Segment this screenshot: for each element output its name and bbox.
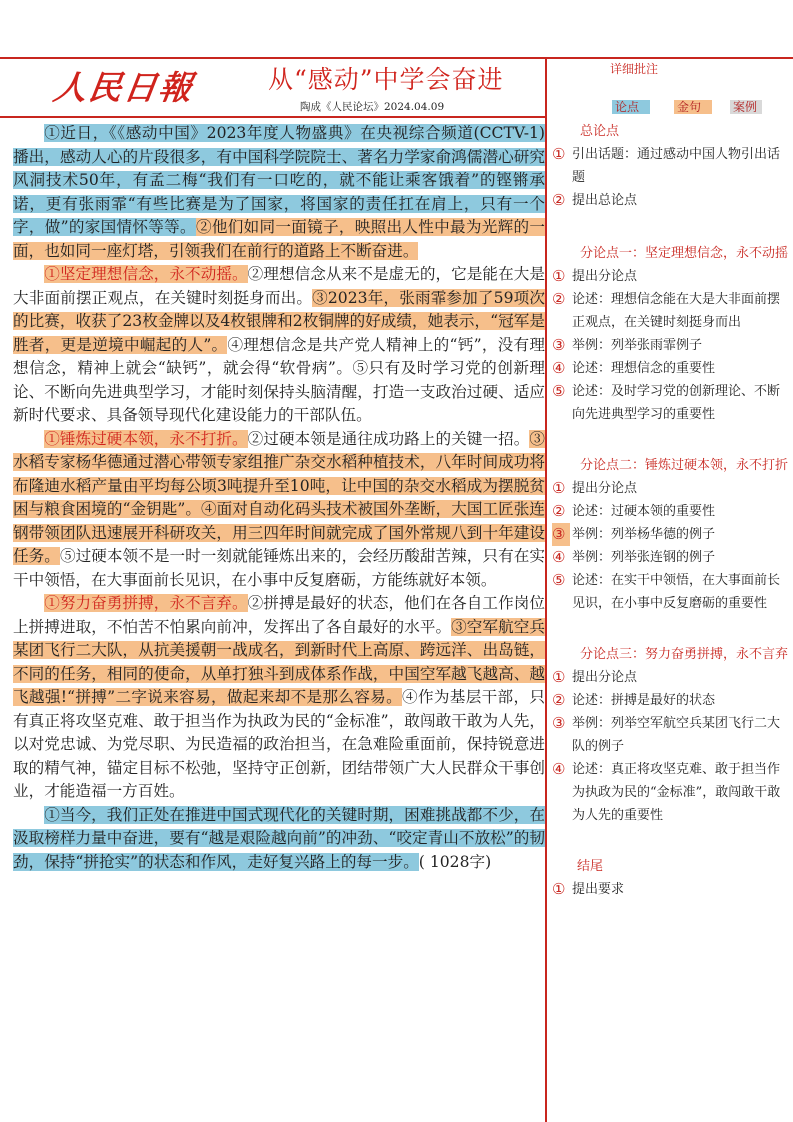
outline-section	[552, 454, 788, 615]
case-highlight: ③水稻专家杨华德通过潜心带领专家组推广杂交水稻种植技术，八年时间成功将布隆迪水稻产量由平均每公顷3吨提升至10吨，让中国的杂交水稻成为摆脱贫困与粮食困境的“金钥匙”。④面对自动化码头技术被国外垄断，大国工匠张连钢带领团队迅速展开科研攻关，用三四年时间就完成了国外常规八到十年建设任务。	[13, 429, 545, 565]
item-number: ③	[552, 714, 566, 732]
item-text: 论述：理想信念能在大是大非面前摆正观点，在关键时刻挺身而出	[572, 292, 781, 330]
logo-renmin-ribao: 人民日報	[50, 68, 197, 107]
outline-item	[552, 689, 788, 712]
legend-quote: 金句	[674, 100, 712, 114]
outline-item	[552, 712, 788, 758]
section-heading: 分论点三：努力奋勇拼搏，永不言弃	[580, 647, 789, 662]
outline-section	[552, 120, 788, 212]
sentence: ④理想信念是共产党人精神上的“钙”，没有理想信念，精神上就会“缺钙”，就会得“软骨病”。⑤只有及时学习党的创新理论、不断向先进典型学习，才能时刻保持头脑清醒，打造一支政治过硬、适应新时代要求、具备领导现代化建设能力的干部队伍。	[13, 335, 545, 424]
page-title: 从“感动”中学会奋进	[268, 65, 504, 94]
paragraph-point-2	[13, 428, 545, 593]
sentence: ②过硬本领是通往成功路上的关键一招。	[247, 429, 530, 448]
outline-item	[552, 546, 788, 569]
sentence: ②拼搏是最好的状态，他们在各自工作岗位上拼搏进取，不怕苦不怕累向前冲，发挥出了各自最好的水平。	[13, 594, 545, 636]
outline-section	[552, 643, 788, 827]
item-number: ②	[552, 290, 566, 308]
outline-item	[552, 334, 788, 357]
item-text: 举例：列举空军航空兵某团飞行二大队的例子	[572, 716, 781, 754]
header-rule	[0, 116, 545, 118]
sentence: ②理想信念从来不是虚无的，它是能在大是大非面前摆正观点，在关键时刻挺身而出。	[13, 265, 545, 307]
argument-highlight: ①当今，我们正处在推进中国式现代化的关键时期，困难挑战都不少，在汲取榜样力量中奋进，要有“越是艰险越向前”的冲劲、“咬定青山不放松”的韧劲，保持“拼抢实”的状态和作风，走好复兴路上的每一步。	[13, 805, 545, 871]
sentence: ⑤过硬本领不是一时一刻就能锤炼出来的，会经历酸甜苦辣，只有在实干中领悟，在大事面前长见识，在小事中反复磨砺，方能练就好本领。	[13, 547, 545, 589]
section-heading: 结尾	[577, 859, 604, 874]
outline-item	[552, 569, 788, 615]
outline-item	[552, 758, 788, 827]
quote-highlight: ②他们如同一面镜子，映照出人性中最为光辉的一面，也如同一座灯塔，引领我们在前行的道路上不断奋进。	[13, 218, 545, 260]
item-number: ①	[552, 880, 566, 898]
column-divider	[545, 57, 547, 1122]
legend-argument: 论点	[612, 100, 650, 114]
outline-item	[552, 500, 788, 523]
item-text: 举例：列举张连钢的例子	[572, 550, 716, 565]
paragraph-point-1	[13, 263, 545, 428]
item-text: 论述：过硬本领的重要性	[572, 504, 716, 519]
outline-item	[552, 523, 788, 546]
subpoint-highlight: ①坚定理想信念，永不动摇。	[44, 265, 248, 283]
subpoint-highlight: ①努力奋勇拼搏，永不言弃。	[44, 594, 248, 612]
outline-item	[552, 189, 788, 212]
item-text: 提出总论点	[572, 193, 638, 208]
outline-panel	[552, 120, 788, 901]
item-number: ①	[552, 668, 566, 686]
item-number: ⑤	[552, 382, 566, 400]
item-text: 论述：拼搏是最好的状态	[572, 693, 716, 708]
item-number: ④	[552, 359, 566, 377]
word-count: ( 1028字)	[418, 852, 492, 871]
item-number: ②	[552, 691, 566, 709]
item-text: 提出分论点	[572, 670, 638, 685]
argument-highlight: ①近日，《《感动中国》2023年度人物盛典》在央视综合频道(CCTV-1) 播出，感动人心的片段很多，有中国科学院院士、著名力学家俞鸿儒潜心研究风洞技术50年，有孟二梅“我们有一口吃的，就不能让乘客饿着”的铿锵承诺，更有张雨霏“有些比赛是为了国家，将国家的责任扛在肩上，只有一个字，做”的家国情怀等等。	[13, 124, 545, 236]
item-number: ④	[552, 548, 566, 566]
item-text: 提出分论点	[572, 481, 638, 496]
subpoint-highlight: ①锤炼过硬本领，永不打折。	[44, 429, 248, 448]
item-number: ①	[552, 267, 566, 285]
item-text: 提出要求	[572, 882, 625, 897]
section-heading: 分论点一：坚定理想信念，永不动摇	[580, 246, 789, 261]
byline: 陶成《人民论坛》2024.04.09	[300, 101, 445, 113]
item-number: ③	[552, 523, 570, 546]
outline-item	[552, 878, 788, 901]
item-number: ③	[552, 336, 566, 354]
annotation-hint: 详细批注	[610, 62, 659, 76]
case-highlight: ③空军航空兵某团飞行二大队，从抗美援朝一战成名，到新时代上高原、跨远洋、出岛链，不同的任务，相同的使命，从单打独斗到成体系作战，中国空军越飞越高、越飞越强!“拼搏”二字说来容易，做起来却不是那么容易。	[13, 617, 545, 706]
outline-item	[552, 265, 788, 288]
outline-item	[552, 666, 788, 689]
paragraph-conclusion	[13, 804, 545, 875]
item-text: 论述：真正将攻坚克难、敢于担当作为执政为民的“金标准”，敢闯敢干敢为人先的重要性	[572, 762, 781, 823]
outline-item	[552, 357, 788, 380]
outline-section	[552, 855, 788, 901]
item-text: 提出分论点	[572, 269, 638, 284]
item-number: ⑤	[552, 571, 566, 589]
outline-item	[552, 143, 788, 189]
item-number: ①	[552, 479, 566, 497]
outline-section	[552, 242, 788, 426]
outline-item	[552, 380, 788, 426]
paragraph-point-3	[13, 592, 545, 804]
item-text: 论述：及时学习党的创新理论、不断向先进典型学习的重要性	[572, 384, 781, 422]
section-heading: 分论点二：锤炼过硬本领，永不打折	[580, 458, 789, 473]
item-number: ①	[552, 145, 566, 163]
outline-item	[552, 477, 788, 500]
item-text: 举例：列举张雨霏例子	[572, 338, 703, 353]
item-number: ②	[552, 191, 566, 209]
article-body	[13, 122, 545, 874]
item-text: 引出话题：通过感动中国人物引出话题	[572, 147, 781, 185]
paragraph-intro	[13, 122, 545, 263]
item-number: ②	[552, 502, 566, 520]
section-heading: 总论点	[580, 124, 620, 139]
item-text: 举例：列举杨华德的例子	[572, 527, 716, 542]
outline-item	[552, 288, 788, 334]
case-highlight: ③2023年，张雨霏参加了59项次的比赛，收获了23枚金牌以及4枚银牌和2枚铜牌的好成绩，她表示，“冠军是胜者，更是逆境中崛起的人”。	[13, 288, 545, 354]
sentence: ④作为基层干部，只有真正将攻坚克难、敢于担当作为执政为民的“金标准”，敢闯敢干敢为人先，以对党忠诚、为党尽职、为民造福的政治担当，在急难险重面前，保持锐意进取的精气神，锚定目标不松弛，坚持守正创新，团结带领广大人民群众干事创业，才能造福一方百姓。	[13, 688, 545, 800]
top-rule	[0, 57, 793, 59]
item-text: 论述：在实干中领悟，在大事面前长见识，在小事中反复磨砺的重要性	[572, 573, 781, 611]
item-text: 论述：理想信念的重要性	[572, 361, 716, 376]
item-number: ④	[552, 760, 566, 778]
legend-case: 案例	[730, 100, 762, 114]
